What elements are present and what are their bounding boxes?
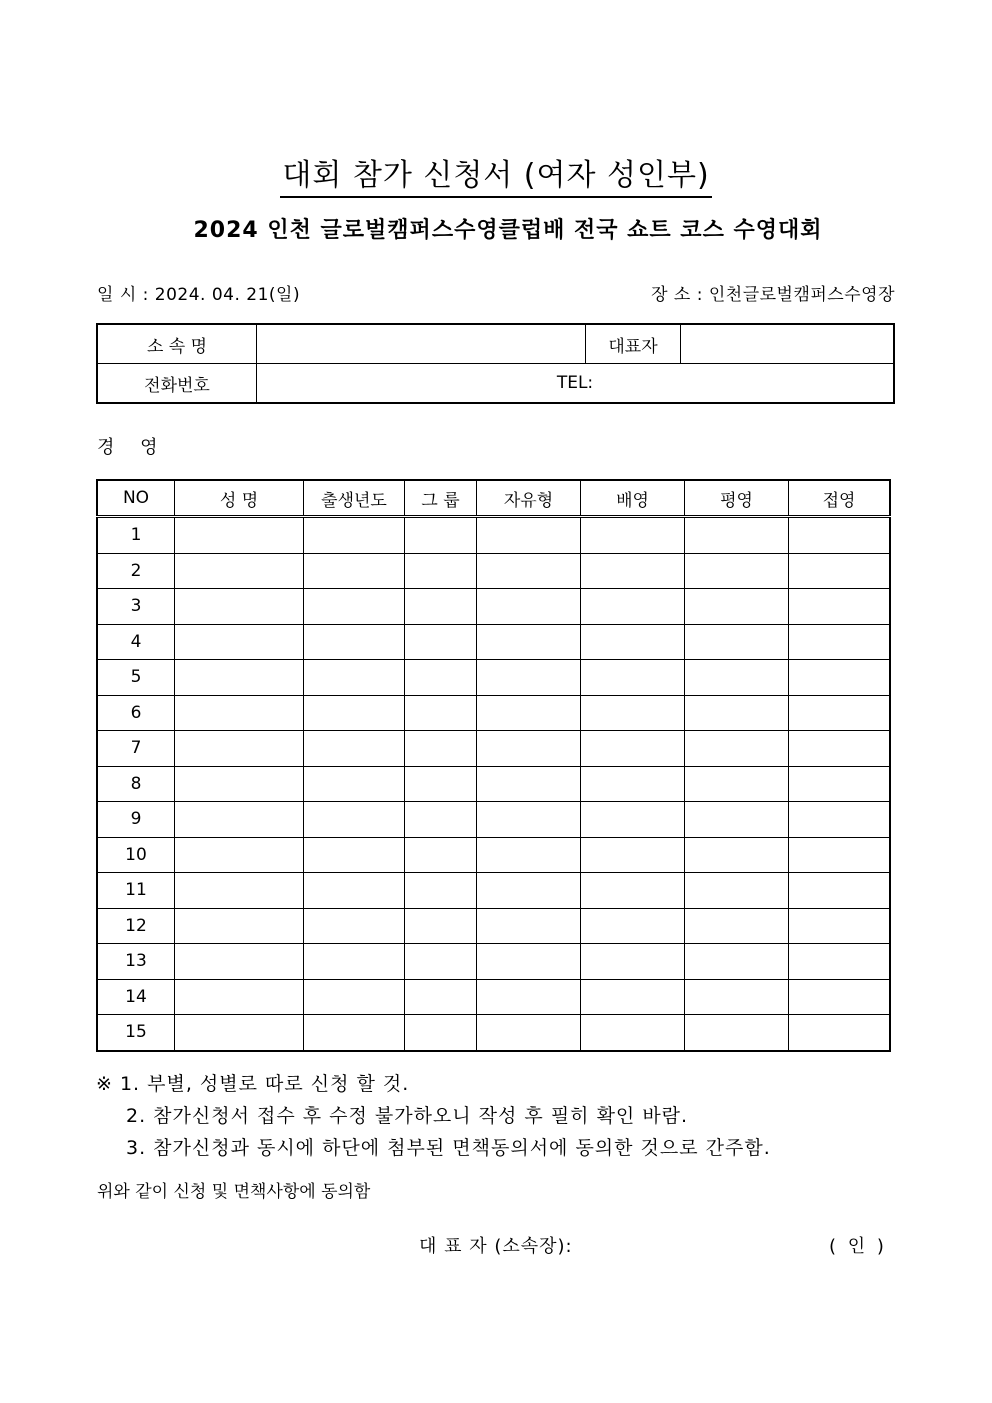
cell-breaststroke[interactable]	[685, 553, 789, 589]
cell-freestyle[interactable]	[477, 731, 581, 767]
row-number: 4	[97, 624, 175, 660]
cell-backstroke[interactable]	[581, 731, 685, 767]
cell-butterfly[interactable]	[789, 944, 891, 980]
cell-backstroke[interactable]	[581, 802, 685, 838]
cell-name[interactable]	[175, 837, 304, 873]
form-title: 대회 참가 신청서 (여자 성인부)	[0, 150, 992, 194]
cell-backstroke[interactable]	[581, 766, 685, 802]
table-row	[97, 553, 890, 589]
cell-group[interactable]	[405, 837, 477, 873]
table-row	[97, 517, 890, 554]
cell-breaststroke[interactable]	[685, 837, 789, 873]
phone-field[interactable]: TEL:	[257, 364, 895, 404]
cell-backstroke[interactable]	[581, 695, 685, 731]
representative-label: 대표자	[586, 324, 681, 364]
cell-name[interactable]	[175, 731, 304, 767]
row-number: 7	[97, 731, 175, 767]
row-number: 9	[97, 802, 175, 838]
cell-breaststroke[interactable]	[685, 1015, 789, 1051]
cell-birth-year[interactable]	[304, 802, 405, 838]
cell-backstroke[interactable]	[581, 517, 685, 554]
cell-name[interactable]	[175, 1015, 304, 1051]
cell-backstroke[interactable]	[581, 1015, 685, 1051]
header-freestyle: 자유형	[477, 480, 581, 517]
cell-birth-year[interactable]	[304, 589, 405, 625]
table-row	[97, 979, 890, 1015]
section-label: 경 영	[97, 437, 168, 458]
row-number: 14	[97, 979, 175, 1015]
entry-table	[96, 479, 891, 1052]
cell-butterfly[interactable]	[789, 553, 891, 589]
cell-backstroke[interactable]	[581, 660, 685, 696]
cell-name[interactable]	[175, 553, 304, 589]
cell-backstroke[interactable]	[581, 553, 685, 589]
row-number: 10	[97, 837, 175, 873]
cell-birth-year[interactable]	[304, 695, 405, 731]
cell-birth-year[interactable]	[304, 731, 405, 767]
cell-butterfly[interactable]	[789, 731, 891, 767]
cell-butterfly[interactable]	[789, 624, 891, 660]
cell-butterfly[interactable]	[789, 908, 891, 944]
header-butterfly: 접영	[789, 480, 891, 517]
cell-name[interactable]	[175, 766, 304, 802]
cell-freestyle[interactable]	[477, 766, 581, 802]
cell-group[interactable]	[405, 944, 477, 980]
cell-breaststroke[interactable]	[685, 766, 789, 802]
cell-breaststroke[interactable]	[685, 624, 789, 660]
cell-name[interactable]	[175, 517, 304, 554]
table-row	[97, 731, 890, 767]
cell-freestyle[interactable]	[477, 553, 581, 589]
cell-breaststroke[interactable]	[685, 979, 789, 1015]
table-row	[97, 624, 890, 660]
phone-label: 전화번호	[97, 364, 257, 404]
row-number: 11	[97, 873, 175, 909]
cell-name[interactable]	[175, 589, 304, 625]
cell-butterfly[interactable]	[789, 979, 891, 1015]
cell-butterfly[interactable]	[789, 695, 891, 731]
cell-freestyle[interactable]	[477, 624, 581, 660]
event-place: 장 소 : 인천글로벌캠퍼스수영장	[651, 285, 895, 305]
cell-group[interactable]	[405, 873, 477, 909]
cell-group[interactable]	[405, 553, 477, 589]
cell-name[interactable]	[175, 624, 304, 660]
note-item: 2. 참가신청서 접수 후 수정 불가하오니 작성 후 필히 확인 바람.	[126, 1105, 689, 1127]
cell-freestyle[interactable]	[477, 908, 581, 944]
cell-name[interactable]	[175, 802, 304, 838]
table-row	[97, 1015, 890, 1051]
cell-freestyle[interactable]	[477, 837, 581, 873]
event-subtitle: 2024 인천 글로벌캠퍼스수영클럽배 전국 쇼트 코스 수영대회	[193, 218, 823, 243]
cell-breaststroke[interactable]	[685, 908, 789, 944]
cell-butterfly[interactable]	[789, 589, 891, 625]
cell-freestyle[interactable]	[477, 802, 581, 838]
affiliation-label: 소 속 명	[97, 324, 257, 364]
row-number: 1	[97, 517, 175, 554]
reference-mark: ※	[96, 1073, 113, 1095]
note-item: 3. 참가신청과 동시에 하단에 첨부된 면책동의서에 동의한 것으로 간주함.	[126, 1137, 771, 1159]
cell-backstroke[interactable]	[581, 979, 685, 1015]
cell-butterfly[interactable]	[789, 660, 891, 696]
representative-field[interactable]	[681, 324, 895, 364]
table-row	[97, 695, 890, 731]
cell-birth-year[interactable]	[304, 624, 405, 660]
table-row	[97, 944, 890, 980]
row-number: 3	[97, 589, 175, 625]
cell-birth-year[interactable]	[304, 908, 405, 944]
cell-birth-year[interactable]	[304, 553, 405, 589]
table-row	[97, 802, 890, 838]
agreement-statement: 위와 같이 신청 및 면책사항에 동의함	[97, 1182, 371, 1202]
cell-group[interactable]	[405, 766, 477, 802]
cell-birth-year[interactable]	[304, 660, 405, 696]
table-row	[97, 908, 890, 944]
cell-butterfly[interactable]	[789, 766, 891, 802]
cell-backstroke[interactable]	[581, 837, 685, 873]
cell-breaststroke[interactable]	[685, 695, 789, 731]
note-item: ※ 1. 부별, 성별로 따로 신청 할 것.	[96, 1073, 410, 1095]
header-no: NO	[97, 480, 175, 517]
cell-freestyle[interactable]	[477, 1015, 581, 1051]
cell-backstroke[interactable]	[581, 873, 685, 909]
cell-group[interactable]	[405, 979, 477, 1015]
row-number: 8	[97, 766, 175, 802]
row-number: 5	[97, 660, 175, 696]
cell-breaststroke[interactable]	[685, 802, 789, 838]
table-row	[97, 837, 890, 873]
header-name: 성 명	[175, 480, 304, 517]
table-row	[97, 589, 890, 625]
cell-group[interactable]	[405, 908, 477, 944]
cell-name[interactable]	[175, 908, 304, 944]
table-row	[97, 766, 890, 802]
header-breaststroke: 평영	[685, 480, 789, 517]
seal-mark: ( 인 )	[829, 1236, 887, 1257]
row-number: 13	[97, 944, 175, 980]
cell-breaststroke[interactable]	[685, 731, 789, 767]
cell-group[interactable]	[405, 802, 477, 838]
cell-backstroke[interactable]	[581, 944, 685, 980]
table-row	[97, 660, 890, 696]
cell-group[interactable]	[405, 589, 477, 625]
cell-freestyle[interactable]	[477, 695, 581, 731]
cell-breaststroke[interactable]	[685, 944, 789, 980]
cell-breaststroke[interactable]	[685, 517, 789, 554]
cell-backstroke[interactable]	[581, 908, 685, 944]
cell-breaststroke[interactable]	[685, 873, 789, 909]
cell-breaststroke[interactable]	[685, 660, 789, 696]
header-backstroke: 배영	[581, 480, 685, 517]
cell-name[interactable]	[175, 695, 304, 731]
cell-backstroke[interactable]	[581, 589, 685, 625]
cell-breaststroke[interactable]	[685, 589, 789, 625]
cell-birth-year[interactable]	[304, 1015, 405, 1051]
info-table	[96, 323, 895, 404]
cell-birth-year[interactable]	[304, 766, 405, 802]
cell-freestyle[interactable]	[477, 979, 581, 1015]
row-number: 6	[97, 695, 175, 731]
table-header-row	[97, 480, 890, 517]
affiliation-field[interactable]	[257, 324, 586, 364]
cell-name[interactable]	[175, 944, 304, 980]
cell-group[interactable]	[405, 731, 477, 767]
signature-label: 대 표 자 (소속장):	[419, 1236, 573, 1257]
cell-butterfly[interactable]	[789, 837, 891, 873]
table-row	[97, 873, 890, 909]
cell-birth-year[interactable]	[304, 837, 405, 873]
cell-name[interactable]	[175, 873, 304, 909]
cell-name[interactable]	[175, 979, 304, 1015]
cell-group[interactable]	[405, 1015, 477, 1051]
header-group: 그 룹	[405, 480, 477, 517]
cell-freestyle[interactable]	[477, 944, 581, 980]
cell-group[interactable]	[405, 517, 477, 554]
cell-butterfly[interactable]	[789, 873, 891, 909]
cell-birth-year[interactable]	[304, 944, 405, 980]
cell-birth-year[interactable]	[304, 873, 405, 909]
cell-birth-year[interactable]	[304, 979, 405, 1015]
cell-freestyle[interactable]	[477, 517, 581, 554]
cell-butterfly[interactable]	[789, 1015, 891, 1051]
cell-group[interactable]	[405, 695, 477, 731]
header-birth-year: 출생년도	[304, 480, 405, 517]
row-number: 2	[97, 553, 175, 589]
cell-freestyle[interactable]	[477, 873, 581, 909]
cell-butterfly[interactable]	[789, 517, 891, 554]
cell-group[interactable]	[405, 624, 477, 660]
row-number: 12	[97, 908, 175, 944]
cell-backstroke[interactable]	[581, 624, 685, 660]
cell-name[interactable]	[175, 660, 304, 696]
notes	[96, 1068, 771, 1164]
cell-group[interactable]	[405, 660, 477, 696]
event-date: 일 시 : 2024. 04. 21(일)	[97, 285, 301, 305]
cell-freestyle[interactable]	[477, 660, 581, 696]
cell-butterfly[interactable]	[789, 802, 891, 838]
row-number: 15	[97, 1015, 175, 1051]
cell-freestyle[interactable]	[477, 589, 581, 625]
cell-birth-year[interactable]	[304, 517, 405, 554]
